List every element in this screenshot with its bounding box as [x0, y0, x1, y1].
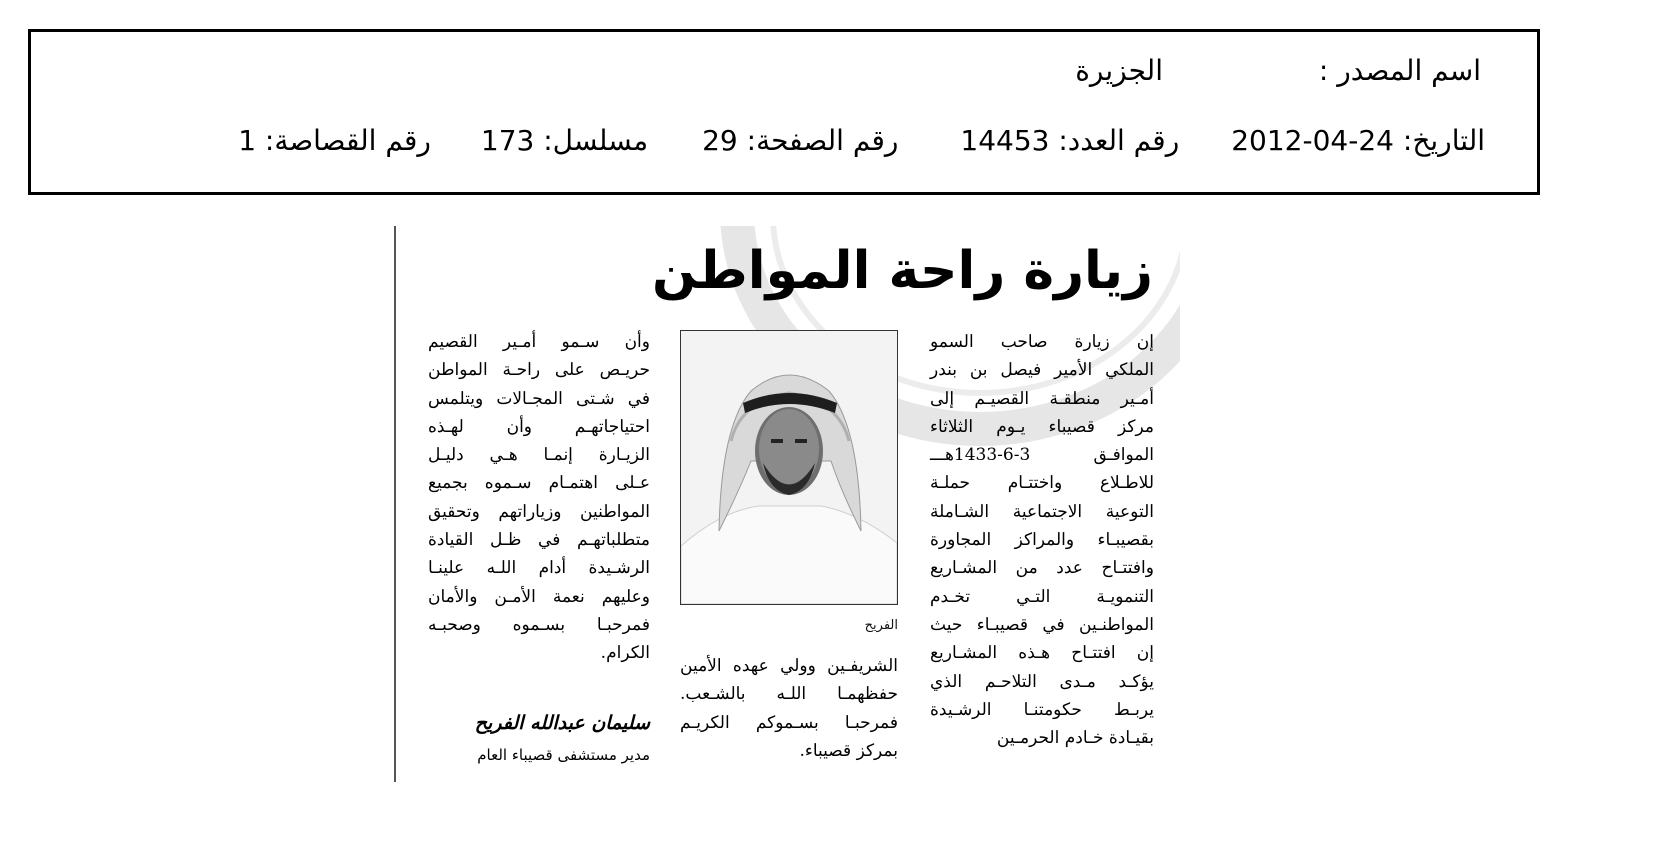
clipping-info-box — [28, 29, 1540, 195]
clip-number-field: رقم القصاصة: 1 — [238, 124, 431, 157]
text-line: في شـتى المجـالات ويتلمس — [428, 388, 650, 409]
text-line: بقصيبـاء والمراكز المجاورة — [930, 530, 1154, 551]
text-line: التنمويـة التـي تخـدم — [930, 586, 1154, 607]
text-line: الشريفـين وولي عهده الأمين — [680, 656, 898, 676]
article-column-right — [930, 328, 1154, 752]
author-title: مدير مستشفى قصيباء العام — [477, 746, 650, 764]
text-line: يؤكـد مـدى التلاحـم الذي — [930, 671, 1154, 692]
text-line: التوعية الاجتماعية الشـاملة — [930, 501, 1154, 522]
serial-field: مسلسل: 173 — [480, 124, 649, 157]
article-column-left — [428, 328, 650, 668]
text-line: الموافـق 3-6-1433هـــ — [930, 445, 1154, 466]
text-line: وافتتـاح عدد من المشـاريع — [930, 558, 1154, 579]
text-line: للاطـلاع واختتـام حملـة — [930, 473, 1154, 494]
author-name: سليمان عبدالله الفريح — [474, 712, 650, 734]
column-divider — [394, 226, 396, 782]
text-line: وأن سـمو أمـير القصيم — [428, 332, 650, 352]
text-line: فمرحبـا بسـموه وصحبـه — [428, 614, 650, 635]
text-line: وعليهم نعمة الأمـن والأمان — [428, 586, 650, 607]
text-line: حفظهمـا اللـه بالشـعب. — [680, 684, 898, 705]
text-line: المواطنـين في قصيبـاء حيث — [930, 614, 1154, 635]
text-line: إن افتتـاح هـذه المشـاريع — [930, 643, 1154, 664]
text-line: عـلى اهتمـام سـموه بجميع — [428, 473, 650, 494]
text-line: حريـص على راحـة المواطن — [428, 360, 650, 381]
source-value: الجزيرة — [1075, 54, 1163, 87]
article-headline: زيارة راحة المواطن — [651, 241, 1153, 301]
article-column-middle — [680, 652, 898, 765]
source-label: اسم المصدر : — [1318, 54, 1481, 87]
text-line: مركز قصيباء يـوم الثلاثاء — [930, 416, 1154, 437]
text-line: أمـير منطقـة القصيـم إلى — [930, 388, 1154, 409]
author-photo-image — [681, 331, 897, 604]
text-line: بمركز قصيباء. — [799, 740, 898, 761]
page-field: رقم الصفحة: 29 — [702, 124, 899, 157]
photo-caption: الفريح — [864, 618, 898, 633]
text-line: بقيـادة خـادم الحرمـين — [996, 728, 1154, 749]
text-line: المواطنين وزياراتهم وتحقيق — [428, 501, 650, 522]
text-line: الرشـيدة أدام اللـه علينـا — [428, 558, 650, 579]
author-photo — [680, 330, 898, 605]
meta-row — [238, 124, 1485, 158]
issue-field: رقم العدد: 14453 — [960, 124, 1180, 157]
date-field: التاريخ: 24-04-2012 — [1231, 124, 1485, 157]
text-line: الملكي الأمير فيصل بن بندر — [930, 360, 1154, 381]
text-line: الزيـارة إنمـا هـي دليـل — [428, 445, 650, 466]
text-line: احتياجاتهـم وأن لهـذه — [428, 416, 650, 437]
text-line: إن زيارة صاحب السمو — [930, 332, 1154, 352]
text-line: فمرحبـا بسـموكم الكريـم — [680, 712, 898, 733]
text-line: الكرام. — [600, 643, 650, 664]
text-line: متطلباتهـم في ظـل القيادة — [428, 530, 650, 551]
text-line: يربـط حكومتنـا الرشـيدة — [930, 699, 1154, 720]
